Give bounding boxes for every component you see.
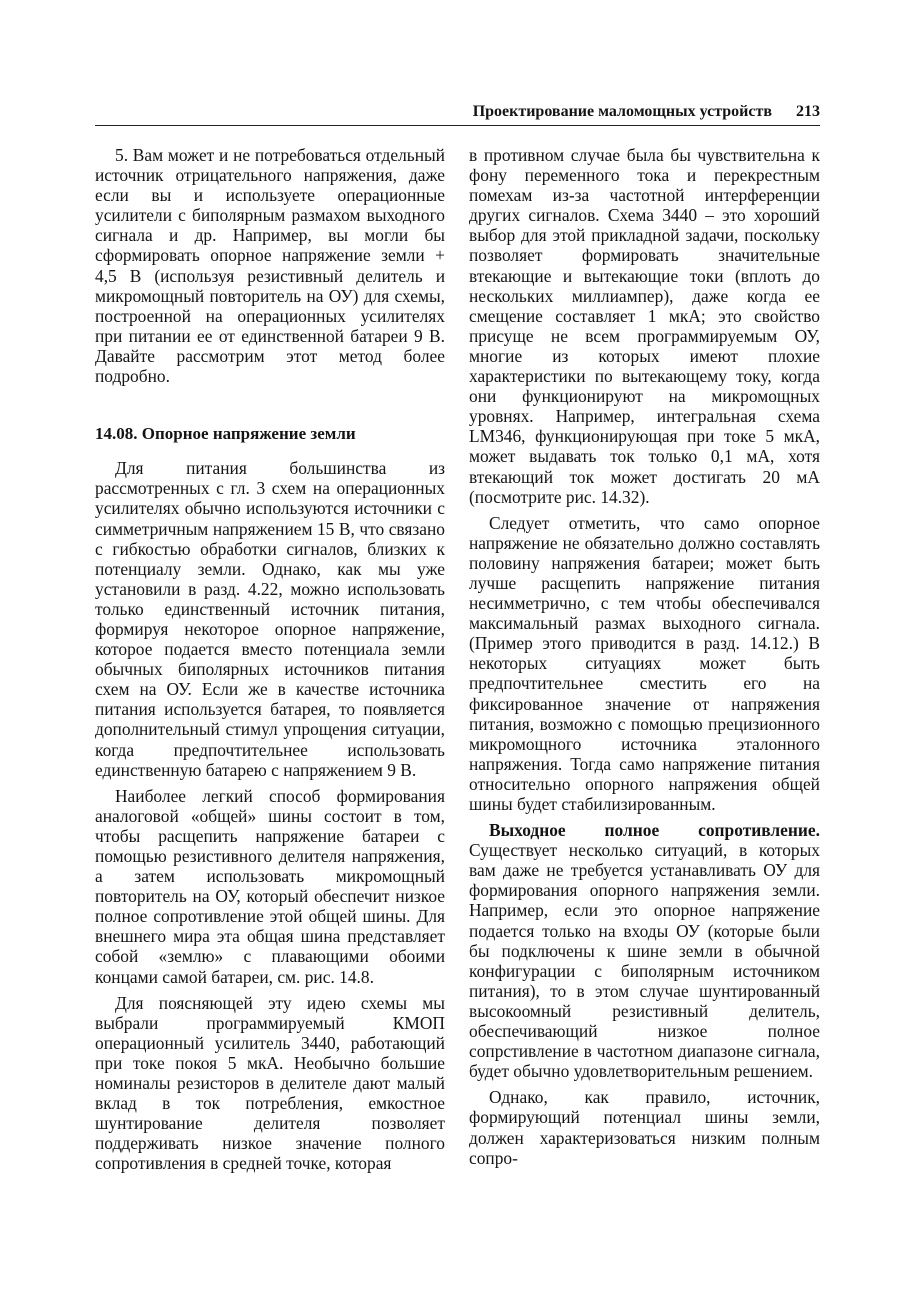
paragraph: в противном случае была бы чувствительна к фону переменного тока и перекрестным помехам из-за частотной интерференции других сигналов. Схема 3440 – это хороший выбор для этой прикладной задачи, поскольку позволяет формировать значительные втекающие и вытекающие токи (вплоть до нескольких миллиампер), даже когда ее смещение составляет 1 мкА; это свойство присуще не всем программируемым ОУ, многие из которых имеют плохие характеристики по вытекающему току, когда они функционируют на микромощных уровнях. Например, интегральная схема LM346, функционирующая при токе 5 мкА, может выдавать ток только 0,1 мА, хотя втекающий ток может достигать 20 мА (посмотрите рис. 14.32). (469, 145, 820, 507)
paragraph: Следует отметить, что само опорное напряжение не обязательно должно составлять половину напряжения батареи; может быть лучше расщепить напряжение питания несимметрично, с тем чтобы обеспечивался максимальный размах выходного сигнала. (Пример этого приводится в разд. 14.12.) В некоторых ситуациях может быть предпочтительнее сместить его на фиксированное значение от напряжения питания, возможно с помощью прецизионного микромощного источника эталонного напряжения. Тогда само напряжение питания относительно опорного напряжения общей шины будет стабилизированным. (469, 512, 820, 814)
paragraph: Однако, как правило, источник, формирующий потенциал шины земли, должен характеризоваться низким полным сопро- (469, 1087, 820, 1168)
paragraph: Наиболее легкий способ формирования аналоговой «общей» шины состоит в том, чтобы расщепить напряжение батареи с помощью резистивного делителя напряжения, а затем использовать микромощный повторитель на ОУ, который обеспечит низкое полное сопротивление этой общей шины. Для внешнего мира эта общая шина представляет собой «землю» с плавающими обоими концами самой батареи, см. рис. 14.8. (95, 785, 445, 987)
right-column (469, 145, 820, 1174)
paragraph: Для поясняющей эту идею схемы мы выбрали программируемый КМОП операционный усилитель 3440, работающий при токе покоя 5 мкА. Необычно большие номиналы резисторов в делителе дают малый вклад в ток потребления, емкостное шунтирование делителя позволяет поддерживать низкое значение полного сопротивления в средней точке, которая (95, 992, 445, 1174)
page-number: 213 (796, 103, 820, 120)
running-title: Проектирование маломощных устройств (472, 103, 772, 120)
run-in-heading: Выходное полное сопротивление. (489, 820, 820, 841)
paragraph: 5. Вам может и не потребоваться отдельный источник отрицательного напряжения, даже если вы и используете операционные усилители с биполярным размахом выходного сигнала и др. Например, вы могли бы сформировать опорное напряжение земли + 4,5 В (используя резистивный делитель и микромощный повторитель на ОУ) для схемы, построенной на операционных усилителях при питании ее от единственной батареи 9 В. Давайте рассмотрим этот метод более подробно. (95, 145, 445, 387)
paragraph (469, 820, 820, 1081)
paragraph-text: Существует несколько ситуаций, в которых вам даже не требуется устанавливать ОУ для формирования опорного напряжения земли. Например, если это опорное напряжение подается только на входы ОУ (которые были бы подключены к шине земли в обычной конфигурации с биполярным источником питания), то в этом случае шунтированный высокоомный резистивный делитель, обеспечивающий низкое полное сопрстивление в частотном диапазоне сигнала, будет обычно удовлетворительным решением. (469, 840, 820, 1082)
left-column (95, 145, 445, 1180)
paragraph: Для питания большинства из рассмотренных с гл. 3 схем на операционных усилителях обычно используются источники с симметричным напряжением 15 В, что связано с гибкостью обработки сигналов, близких к потенциалу земли. Однако, как мы уже установили в разд. 4.22, можно использовать только единственный источник питания, формируя некоторое опорное напряжение, которое подается вместо потенциала земли обычных биполярных источников питания схем на ОУ. Если же в качестве источника питания используется батарея, то появляется дополнительный стимул упрощения ситуации, когда предпочтительнее использовать единственную батарею с напряжением 9 В. (95, 458, 445, 780)
running-header (95, 103, 820, 126)
section-heading: 14.08. Опорное напряжение земли (95, 424, 356, 444)
